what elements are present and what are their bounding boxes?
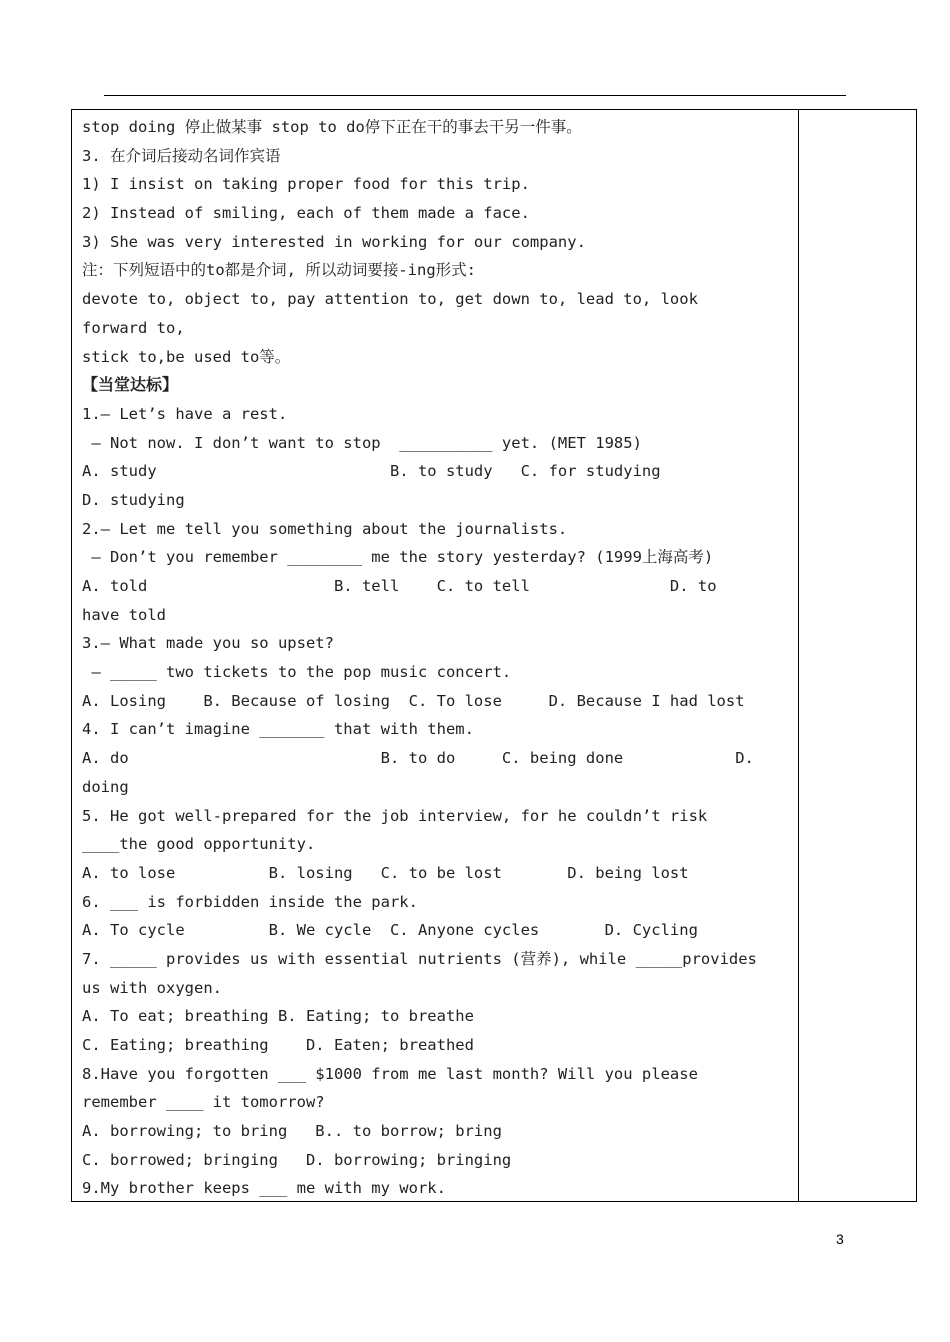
options-line: doing — [82, 777, 129, 796]
section-heading: 【当堂达标】 — [82, 375, 179, 395]
question-line: 1.— Let’s have a rest. — [82, 404, 288, 423]
options-line: A. borrowing; to bring B.. to borrow; bring — [82, 1122, 502, 1141]
text-line: stick to,be used to等。 — [82, 347, 291, 366]
text-line: stop doing 停止做某事 stop to do停下正在干的事去干另一件事。 — [82, 118, 582, 136]
options-line: A. told B. tell C. to tell D. to — [82, 577, 717, 595]
text-line: 1) I insist on taking proper food for this trip. — [82, 175, 530, 194]
options-line: C. Eating; breathing D. Eaten; breathed — [82, 1036, 474, 1054]
options-line: D. studying — [82, 490, 185, 509]
question-line: 6. ___ is forbidden inside the park. — [82, 892, 418, 911]
options-line: A. to lose B. losing C. to be lost D. being lost — [82, 863, 689, 882]
question-line: us with oxygen. — [82, 978, 222, 997]
main-cell — [82, 113, 788, 1203]
question-line: 8.Have you forgotten ___ $1000 from me last month? Will you please — [82, 1064, 698, 1083]
question-line: — _____ two tickets to the pop music concert. — [82, 663, 512, 682]
question-line: 7. _____ provides us with essential nutrients (营养), while _____provides — [82, 949, 757, 968]
options-line: A. To eat; breathing B. Eating; to breathe — [82, 1007, 474, 1026]
text-line: devote to, object to, pay attention to, get down to, lead to, look — [82, 290, 698, 309]
question-line: 4. I can’t imagine _______ that with them. — [82, 720, 474, 739]
text-line: 注：下列短语中的to都是介词, 所以动词要接-ing形式: — [82, 261, 476, 280]
options-line: A. To cycle B. We cycle C. Anyone cycles D. Cycling — [82, 921, 698, 940]
question-line: 2.— Let me tell you something about the journalists. — [82, 519, 568, 538]
question-line: remember ____ it tomorrow? — [82, 1093, 325, 1112]
question-line: — Don’t you remember ________ me the story yesterday? (1999上海高考) — [82, 548, 714, 567]
options-line: A. Losing B. Because of losing C. To lose D. Because I had lost — [82, 691, 745, 710]
question-line: 9.My brother keeps ___ me with my work. — [82, 1179, 446, 1198]
question-line: 5. He got well-prepared for the job interview, for he couldn’t risk — [82, 806, 708, 825]
options-line: A. do B. to do C. being done D. — [82, 749, 754, 768]
table-column-divider — [798, 110, 799, 1201]
text-line: 3. 在介词后接动名词作宾语 — [82, 146, 281, 165]
text-line: 3) She was very interested in working for our company. — [82, 232, 586, 251]
text-line: forward to, — [82, 318, 185, 337]
page-number: 3 — [836, 1231, 844, 1247]
question-line: — Not now. I don’t want to stop __________ yet. (MET 1985) — [82, 433, 642, 452]
content-table — [71, 109, 917, 1202]
options-line: have told — [82, 605, 166, 624]
options-line: A. study B. to study C. for studying — [82, 462, 661, 481]
text-line: 2) Instead of smiling, each of them made a face. — [82, 204, 530, 223]
question-line: ____the good opportunity. — [82, 835, 316, 854]
options-line: C. borrowed; bringing D. borrowing; bringing — [82, 1150, 512, 1169]
question-line: 3.— What made you so upset? — [82, 634, 334, 653]
header-rule — [104, 95, 846, 96]
